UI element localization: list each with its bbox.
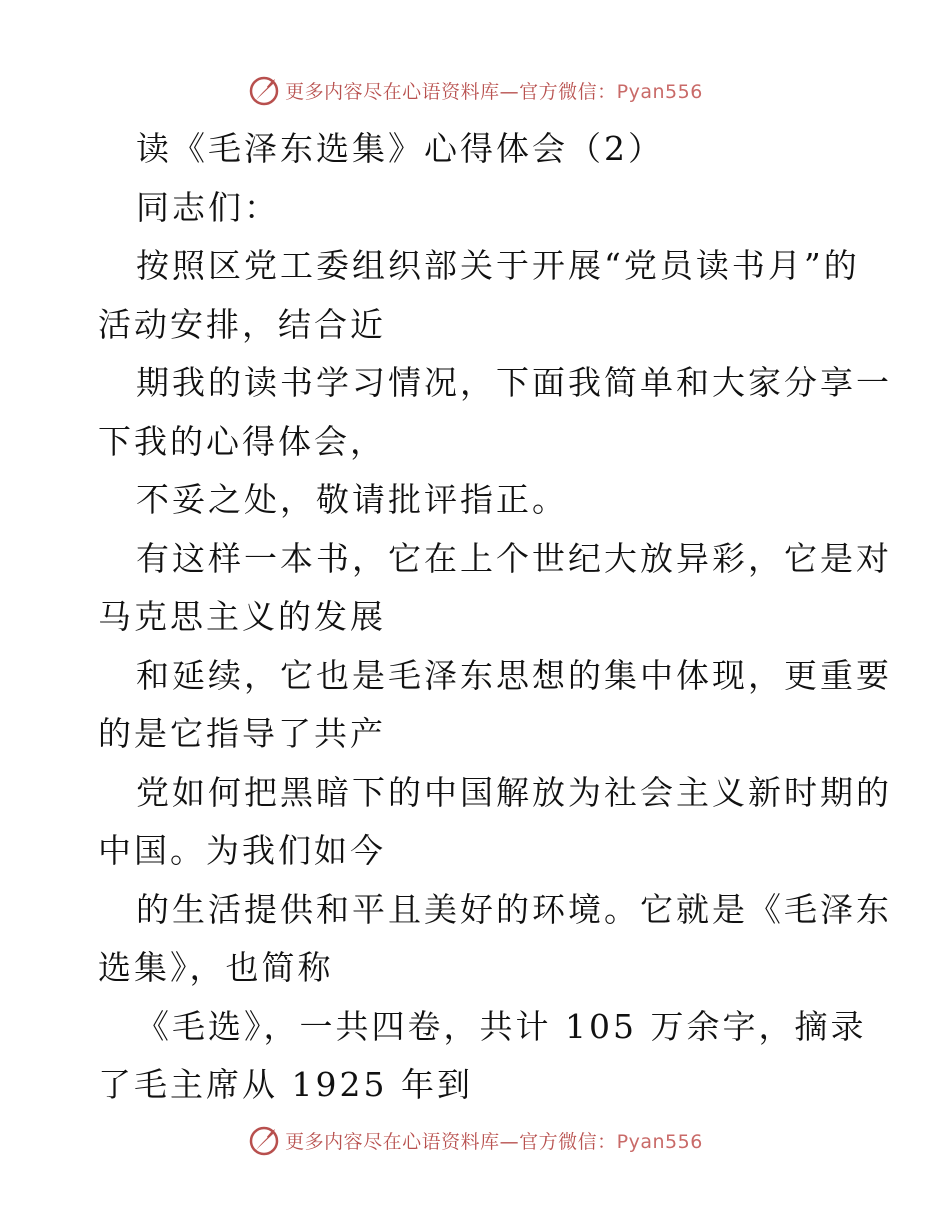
doc-line: 期我的读书学习情况，下面我简单和大家分享一	[136, 363, 892, 402]
watermark-text: 更多内容尽在心语资料库—官方微信：	[285, 1130, 617, 1153]
doc-line: 按照区党工委组织部关于开展“党员读书月”的	[136, 246, 860, 285]
footer-watermark	[0, 1120, 950, 1160]
watermark-wechat-id: Pyan556	[616, 80, 703, 103]
pen-feather-logo-icon	[247, 73, 281, 107]
watermark-wechat-id: Pyan556	[616, 1130, 703, 1153]
pen-feather-logo-icon	[247, 1123, 281, 1157]
salutation: 同志们：	[136, 187, 280, 227]
doc-line: 中国。为我们如今	[98, 831, 386, 870]
doc-title: 读《毛泽东选集》心得体会（2）	[136, 129, 664, 168]
doc-line: 马克思主义的发展	[98, 597, 386, 636]
doc-line: 了毛主席从 1925 年到	[98, 1065, 473, 1104]
document-body	[98, 120, 892, 1115]
doc-line: 活动安排，结合近	[98, 304, 386, 344]
doc-line: 的是它指导了共产	[98, 714, 386, 753]
doc-line: 和延续，它也是毛泽东思想的集中体现，更重要	[136, 655, 892, 695]
doc-line: 有这样一本书，它在上个世纪大放异彩，它是对	[136, 538, 892, 578]
doc-line: 不妥之处，敬请批评指正。	[136, 480, 568, 519]
doc-line: 选集》，也简称	[98, 948, 334, 987]
doc-line: 《毛选》，一共四卷，共计 105 万余字，摘录	[136, 1006, 867, 1046]
doc-line: 的生活提供和平且美好的环境。它就是《毛泽东	[136, 889, 892, 929]
header-watermark	[0, 70, 950, 110]
watermark-text: 更多内容尽在心语资料库—官方微信：	[285, 80, 617, 103]
doc-line: 下我的心得体会，	[98, 421, 386, 461]
doc-line: 党如何把黑暗下的中国解放为社会主义新时期的	[136, 772, 892, 812]
